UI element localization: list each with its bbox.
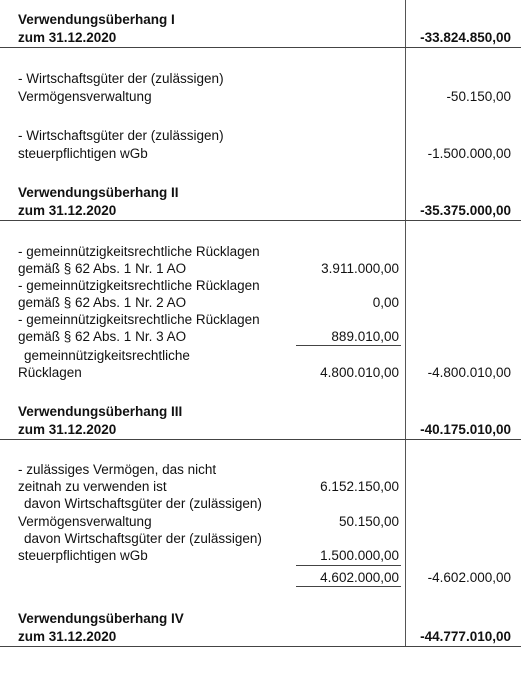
- item-text: Rücklagen: [18, 365, 82, 380]
- section-date: zum 31.12.2020: [18, 203, 117, 218]
- item-text: zeitnah zu verwenden ist: [18, 479, 167, 494]
- item-value: 3.911.000,00: [321, 261, 399, 276]
- section-total: -33.824.850,00: [420, 30, 511, 45]
- section-rule: [0, 439, 521, 440]
- section-rule: [0, 646, 521, 647]
- item-text: gemäß § 62 Abs. 1 Nr. 1 AO: [18, 261, 187, 276]
- subtotal-rule: [296, 345, 401, 346]
- section-title: Verwendungsüberhang III: [18, 404, 183, 419]
- subtotal-rule: [296, 586, 401, 587]
- section-date: zum 31.12.2020: [18, 629, 117, 644]
- item-text: - Wirtschaftsgüter der (zulässigen): [18, 128, 224, 143]
- subtotal-value: 4.800.010,00: [320, 365, 399, 380]
- item-text: Vermögensverwaltung: [18, 514, 152, 529]
- item-text: gemäß § 62 Abs. 1 Nr. 3 AO: [18, 329, 187, 344]
- item-text: steuerpflichtigen wGb: [18, 146, 148, 161]
- item-value: 889.010,00: [331, 329, 399, 344]
- item-value: 1.500.000,00: [320, 548, 399, 563]
- item-text: davon Wirtschaftsgüter der (zulässigen): [24, 496, 262, 511]
- item-value: -4.800.010,00: [427, 365, 511, 380]
- section-date: zum 31.12.2020: [18, 422, 117, 437]
- section-title: Verwendungsüberhang IV: [18, 611, 184, 626]
- item-value: 0,00: [372, 295, 399, 310]
- section-rule: [0, 47, 521, 48]
- item-value: 6.152.150,00: [320, 479, 399, 494]
- item-text: Vermögensverwaltung: [18, 89, 152, 104]
- item-value: -4.602.000,00: [427, 570, 511, 585]
- item-text: gemäß § 62 Abs. 1 Nr. 2 AO: [18, 295, 187, 310]
- section-rule: [0, 220, 521, 221]
- item-text: steuerpflichtigen wGb: [18, 548, 148, 563]
- section-total: -40.175.010,00: [420, 422, 511, 437]
- item-text: gemeinnützigkeitsrechtliche: [24, 348, 190, 363]
- item-text: davon Wirtschaftsgüter der (zulässigen): [24, 531, 262, 546]
- item-text: - gemeinnützigkeitsrechtliche Rücklagen: [18, 312, 260, 327]
- subtotal-value: 4.602.000,00: [320, 570, 399, 585]
- column-divider: [405, 0, 406, 646]
- item-text: - Wirtschaftsgüter der (zulässigen): [18, 71, 224, 86]
- section-title: Verwendungsüberhang II: [18, 185, 179, 200]
- item-text: - gemeinnützigkeitsrechtliche Rücklagen: [18, 278, 260, 293]
- item-text: - zulässiges Vermögen, das nicht: [18, 462, 217, 477]
- section-title: Verwendungsüberhang I: [18, 12, 175, 27]
- item-value: 50.150,00: [338, 514, 399, 529]
- item-value: -50.150,00: [446, 89, 511, 104]
- item-text: - gemeinnützigkeitsrechtliche Rücklagen: [18, 244, 260, 259]
- subtotal-rule: [296, 565, 401, 566]
- item-value: -1.500.000,00: [427, 146, 511, 161]
- section-date: zum 31.12.2020: [18, 30, 117, 45]
- section-total: -35.375.000,00: [420, 203, 511, 218]
- section-total: -44.777.010,00: [420, 629, 511, 644]
